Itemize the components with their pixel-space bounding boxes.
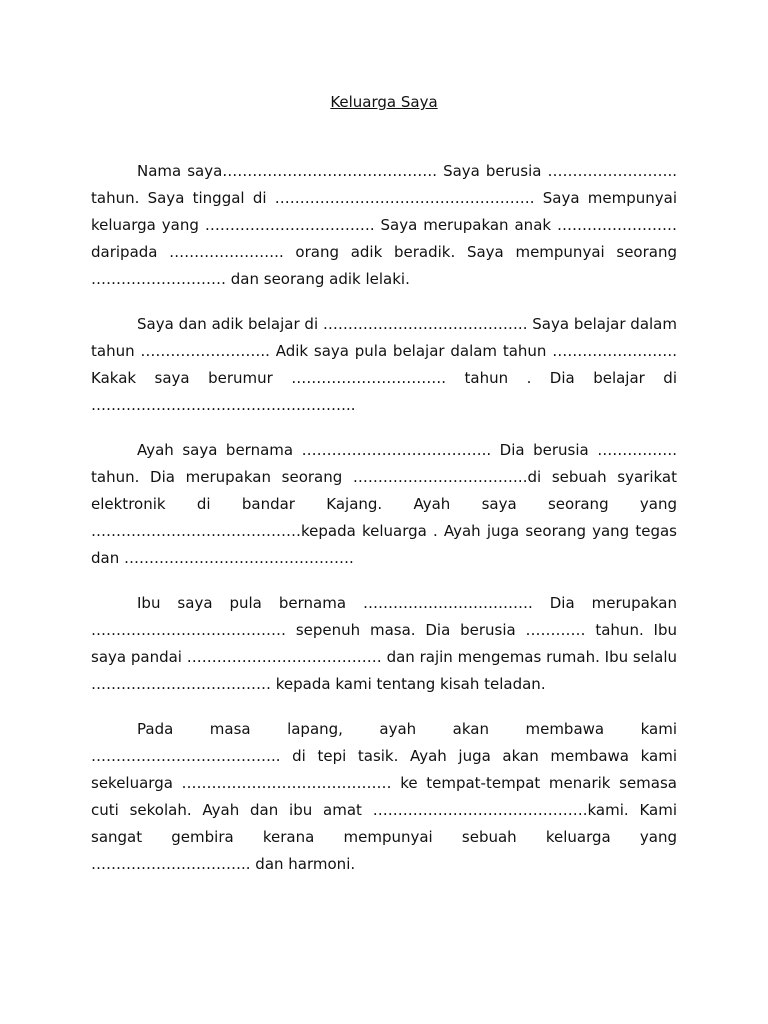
paragraph-5: Pada masa lapang, ayah akan membawa kami ……………………………….. di tepi tasik. Ayah juga akan membawa kami sekeluarga …………………………………… ke tempat-tempat menarik semasa cuti sekolah. Ayah dan ibu amat …………………………………….kami. Kami sangat gembira kerana mempunyai sebuah keluarga yang ………………………….. dan harmoni.	[91, 720, 677, 873]
paragraph-4: Ibu saya pula bernama ……………………………. Dia merupakan ………………………………… sepenuh masa. Dia berusia ………… tahun. Ibu saya pandai ………………………………… dan rajin mengemas rumah. Ibu selalu ……………………………… kepada kami tentang kisah teladan.	[91, 594, 677, 693]
paragraph-1: Nama saya……………………………………. Saya berusia …………………….. tahun. Saya tinggal di ……………………………………………. Saya mempunyai keluarga yang ……………………………. Saya merupakan anak …………………… daripada ………………….. orang adik beradik. Saya mempunyai seorang ……………………… dan seorang adik lelaki.	[91, 162, 677, 288]
document-page	[91, 90, 677, 896]
paragraph-3: Ayah saya bernama ……………………………….. Dia berusia ……………. tahun. Dia merupakan seorang ……………………………..di sebuah syarikat elektronik di bandar Kajang. Ayah saya seorang yang ……………………………………kepada keluarga . Ayah juga seorang yang tegas dan ……………………………………….	[91, 441, 677, 567]
paragraph-2: Saya dan adik belajar di ………………………………….. Saya belajar dalam tahun …………………….. Adik saya pula belajar dalam tahun ……………………. Kakak saya berumur …………………………. tahun . Dia belajar di ……………………………………………..	[91, 315, 677, 414]
document-title: Keluarga Saya	[330, 93, 438, 111]
